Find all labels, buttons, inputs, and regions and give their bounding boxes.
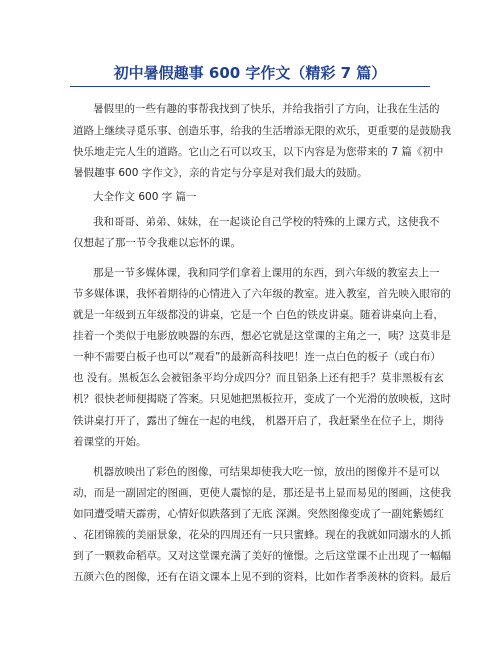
section-heading: 大全作文 600 字 篇一 — [93, 191, 197, 203]
intro-line: 暑假里的一些有趣的事帮我找到了快乐，并给我指引了方向，让我在生活的 — [93, 103, 440, 115]
paragraph-line: 挂着一个类似于电影放映器的东西，想必它就是这堂课的主角之一，咦？这莫非是 — [73, 330, 451, 342]
paragraph-line: 那是一节多媒体课，我和同学们拿着上课用的东西，到六年级的教室去上一 — [93, 267, 440, 279]
paragraph-line: 、花团锦簇的美丽景象，花朵的四周还有一只只蜜蜂。现在的我就如同溺水的人抓 — [73, 529, 451, 541]
paragraph-line: 我和哥哥、弟弟、妹妹，在一起谈论自己学校的特殊的上课方式，这使我不 — [93, 216, 440, 228]
paragraph-line: 着课堂的开始。 — [73, 436, 147, 448]
paragraph-line: 仅想起了那一节令我难以忘怀的课。 — [73, 237, 241, 249]
paragraph-line: 机器放映出了彩色的图像，可结果却使我大吃一惊，放出的图像并不是可以 — [93, 466, 440, 478]
paragraph-line: 节多媒体课，我怀着期待的心情进入了六年级的教室。进入教室，首先映入眼帘的 — [73, 288, 451, 300]
paragraph-line: 五颜六色的图像，还有在语文课本上见不到的资料，比如作者季羡林的资料。最后 — [73, 571, 451, 583]
title-underline — [70, 86, 430, 87]
paragraph-line: 动，而是一副固定的图画，更使人震惊的是，那还是书上显而易见的图画，这使我 — [73, 487, 451, 499]
intro-line: 快乐地走完人生的道路。它山之石可以攻玉，以下内容是为您带来的 7 篇《初中 — [73, 146, 444, 158]
paragraph-line: 就是一年级到五年级都没的讲桌，它是一个 白色的铁皮讲桌。随着讲桌向上看， — [73, 309, 444, 321]
paragraph-line: 也 没有。黑板怎么会被铝条平均分成四分？而且铝条上还有把手？莫非黑板有玄 — [73, 372, 444, 384]
paragraph-line: 铁讲桌打开了，露出了缠在一起的电线， 机器开启了，我赶紧坐在位子上，期待 — [73, 415, 444, 427]
paragraph-line: 如同遭受晴天霹雳，心情好似跌落到了无底 深渊。突然图像变成了一副姹紫嫣红 — [73, 508, 444, 520]
intro-line: 暑假趣事 600 字作文》，亲的肯定与分享是对我们最大的鼓励。 — [73, 167, 368, 179]
paragraph-line: 一种不需要白板子也可以“观看”的最新高科技吧！连一点白色的板子（或白布） — [73, 351, 441, 363]
document-title: 初中暑假趣事 600 字作文（精彩 7 篇） — [113, 64, 387, 82]
intro-line: 道路上继续寻觅乐事、创造乐事，给我的生活增添无限的欢乐，更重要的是鼓励我 — [73, 125, 451, 137]
paragraph-line: 机？很快老师便揭晓了答案。只见她把黑板拉开，变成了一个光滑的放映板，这时 — [73, 393, 451, 405]
paragraph-line: 到了一颗救命稻草。又对这堂课充满了美好的憧憬。之后这堂课不止出现了一幅幅 — [73, 550, 451, 562]
